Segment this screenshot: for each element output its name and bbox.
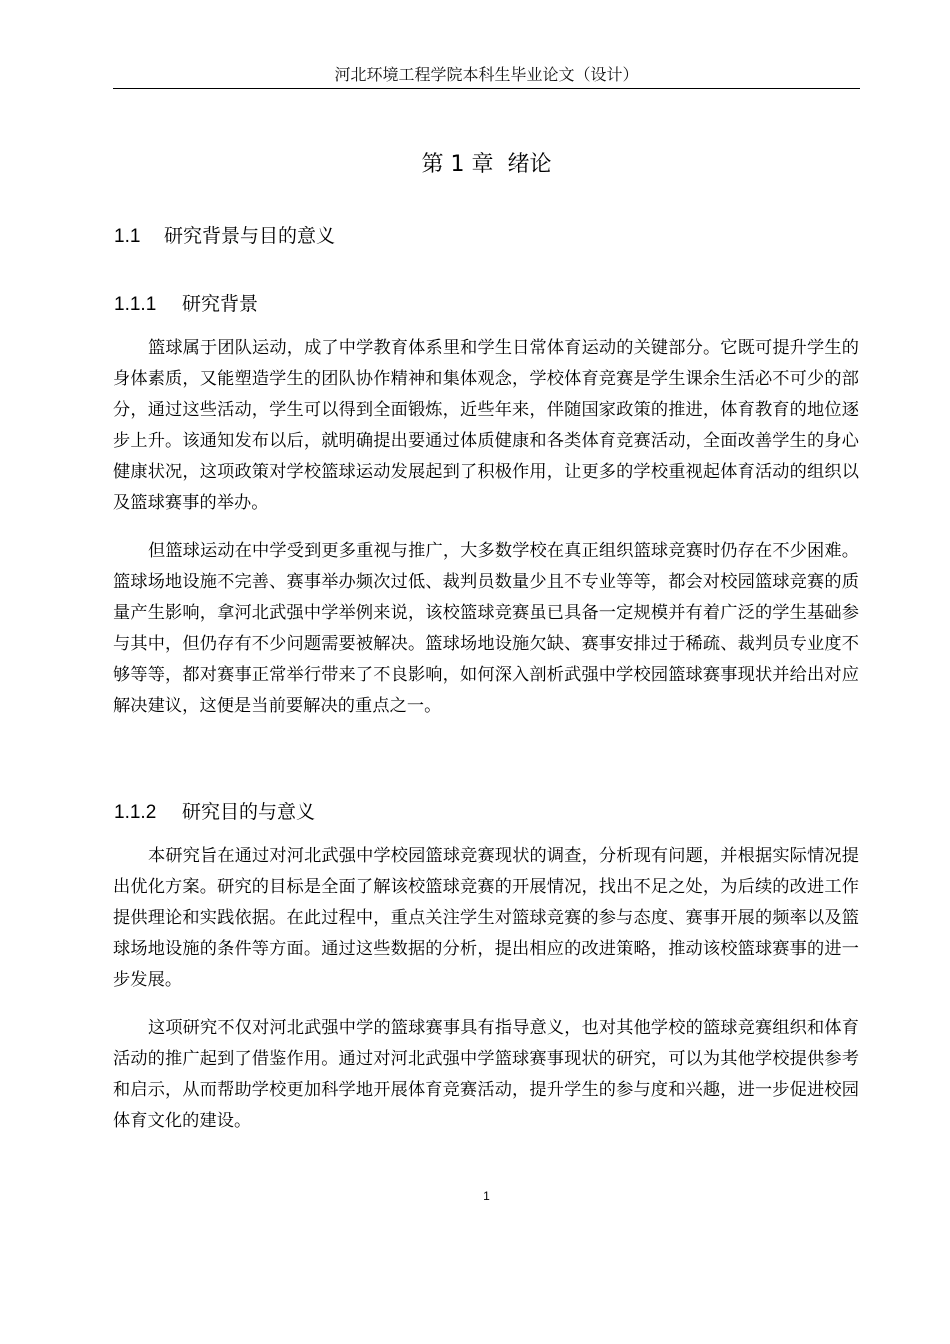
paragraph-purpose-2: 这项研究不仅对河北武强中学的篮球赛事具有指导意义，也对其他学校的篮球竞赛组织和体育活动的推广起到了借鉴作用。通过对河北武强中学篮球赛事现状的研究，可以为其他学校提供参考和启示，从而帮助学校更加科学地开展体育竞赛活动，提升学生的参与度和兴趣，进一步促进校园体育文化的建设。 bbox=[113, 1018, 859, 1131]
section-heading-1-1-1 bbox=[114, 291, 258, 318]
chapter-title bbox=[113, 150, 860, 180]
section-heading-1-1 bbox=[114, 223, 335, 250]
section-title: 研究背景与目的意义 bbox=[164, 225, 336, 247]
paragraph-background-2: 但篮球运动在中学受到更多重视与推广，大多数学校在真正组织篮球竞赛时仍存在不少困难。篮球场地设施不完善、赛事举办频次过低、裁判员数量少且不专业等等，都会对校园篮球竞赛的质量产生影响，拿河北武强中学举例来说，该校篮球竞赛虽已具备一定规模并有着广泛的学生基础参与其中，但仍存有不少问题需要被解决。篮球场地设施欠缺、赛事安排过于稀疏、裁判员专业度不够等等，都对赛事正常举行带来了不良影响，如何深入剖析武强中学校园篮球赛事现状并给出对应解决建议，这便是当前要解决的重点之一。 bbox=[113, 541, 859, 716]
running-header: 河北环境工程学院本科生毕业论文（设计） bbox=[334, 65, 639, 84]
section-title: 研究目的与意义 bbox=[182, 801, 316, 823]
section-number: 1.1.1 bbox=[114, 294, 157, 315]
header-rule bbox=[113, 88, 860, 89]
section-number: 1.1 bbox=[114, 226, 141, 247]
chapter-number: 第 1 章 bbox=[421, 152, 494, 177]
page-number: 1 bbox=[483, 1189, 490, 1203]
chapter-name: 绪论 bbox=[507, 152, 552, 177]
paragraph-background-1: 篮球属于团队运动，成了中学教育体系里和学生日常体育运动的关键部分。它既可提升学生的身体素质，又能塑造学生的团队协作精神和集体观念，学校体育竞赛是学生课余生活必不可少的部分，通过这些活动，学生可以得到全面锻炼，近些年来，伴随国家政策的推进，体育教育的地位逐步上升。该通知发布以后，就明确提出要通过体质健康和各类体育竞赛活动，全面改善学生的身心健康状况，这项政策对学校篮球运动发展起到了积极作用，让更多的学校重视起体育活动的组织以及篮球赛事的举办。 bbox=[113, 338, 859, 513]
section-title: 研究背景 bbox=[182, 293, 259, 315]
section-heading-1-1-2 bbox=[114, 799, 315, 826]
paragraph-purpose-1: 本研究旨在通过对河北武强中学校园篮球竞赛现状的调查，分析现有问题，并根据实际情况提出优化方案。研究的目标是全面了解该校篮球竞赛的开展情况，找出不足之处，为后续的改进工作提供理论和实践依据。在此过程中，重点关注学生对篮球竞赛的参与态度、赛事开展的频率以及篮球场地设施的条件等方面。通过这些数据的分析，提出相应的改进策略，推动该校篮球赛事的进一步发展。 bbox=[113, 846, 859, 990]
section-number: 1.1.2 bbox=[114, 802, 157, 823]
